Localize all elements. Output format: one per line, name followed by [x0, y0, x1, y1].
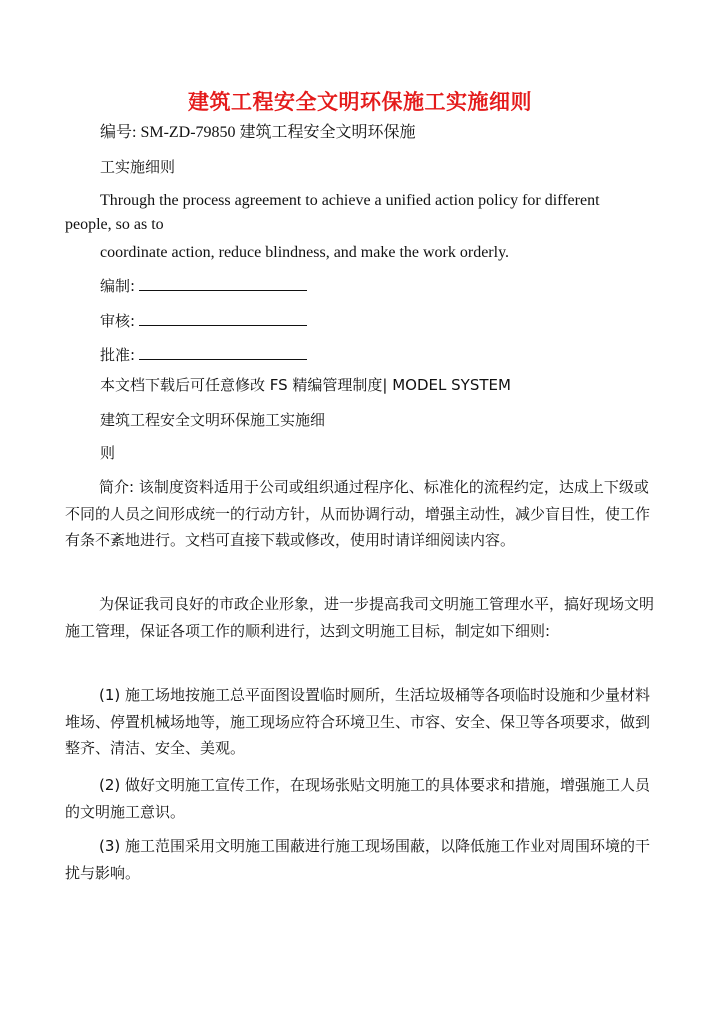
- approved-by-signature-line: [139, 343, 307, 360]
- english-line-1-wrap: people, so as to: [65, 216, 164, 233]
- notice-line: 本文档下载后可任意修改 FS 精编管理制度| MODEL SYSTEM: [100, 376, 511, 394]
- item-3-paragraph: [65, 833, 655, 886]
- main-text: 为保证我司良好的市政企业形象，进一步提高我司文明施工管理水平，搞好现场文明施工管理，保证各项工作的顺利进行，达到文明施工目标，制定如下细则:: [65, 595, 655, 640]
- main-paragraph: [65, 591, 655, 644]
- subtitle-line-2: 则: [100, 444, 116, 462]
- prepared-by-row: [100, 274, 307, 297]
- english-line-2: coordinate action, reduce blindness, and make the work orderly.: [100, 244, 510, 261]
- reviewed-by-label: 审核:: [100, 312, 136, 330]
- document-code-line-cont: 工实施细则: [100, 158, 176, 176]
- prepared-by-label: 编制:: [100, 277, 136, 295]
- document-title: 建筑工程安全文明环保施工实施细则: [188, 90, 532, 114]
- item-2-text: (2) 做好文明施工宣传工作，在现场张贴文明施工的具体要求和措施，增强施工人员的文明施工意识。: [65, 776, 651, 821]
- reviewed-by-row: [100, 309, 307, 332]
- item-2-paragraph: [65, 772, 655, 825]
- approved-by-row: [100, 343, 307, 366]
- item-3-text: (3) 施工范围采用文明施工围蔽进行施工现场围蔽，以降低施工作业对周围环境的干扰与影响。: [65, 837, 651, 882]
- item-1-text: (1) 施工场地按施工总平面图设置临时厕所，生活垃圾桶等各项临时设施和少量材料堆场、停置机械场地等，施工现场应符合环境卫生、市容、安全、保卫等各项要求，做到整齐、清洁、安全、美观。: [65, 686, 651, 757]
- intro-text: 简介: 该制度资料适用于公司或组织通过程序化、标准化的流程约定，达成上下级或不同的人员之间形成统一的行动方针，从而协调行动，增强主动性，减少盲目性，使工作有条不紊地进行。文档可直接下载或修改，使用时请详细阅读内容。: [65, 478, 651, 549]
- prepared-by-signature-line: [139, 274, 307, 291]
- reviewed-by-signature-line: [139, 309, 307, 326]
- english-line-1: Through the process agreement to achieve a unified action policy for different: [100, 192, 600, 209]
- document-code-line: 编号: SM-ZD-79850 建筑工程安全文明环保施: [100, 124, 416, 141]
- item-1-paragraph: [65, 682, 655, 762]
- subtitle-line-1: 建筑工程安全文明环保施工实施细: [100, 411, 326, 429]
- intro-paragraph: [65, 474, 655, 554]
- approved-by-label: 批准:: [100, 346, 136, 364]
